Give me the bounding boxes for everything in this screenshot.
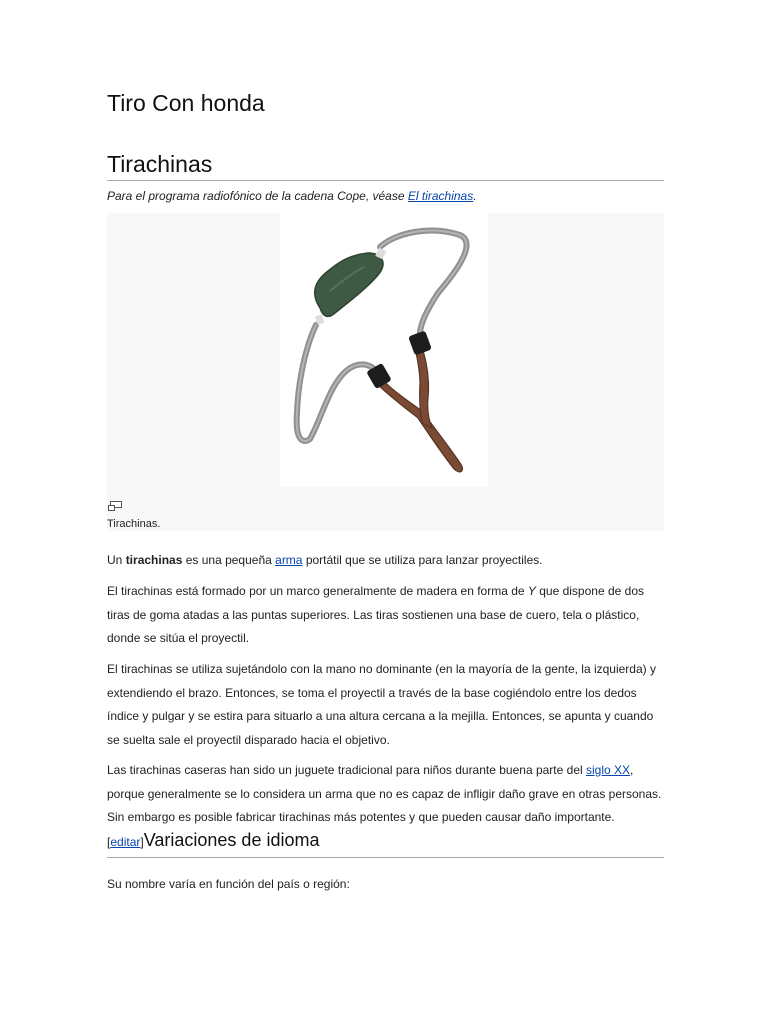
- bold-term: tirachinas: [125, 553, 183, 567]
- magnify-icon[interactable]: [107, 499, 123, 511]
- hatnote: [107, 189, 477, 203]
- figure-caption: Tirachinas.: [107, 518, 161, 530]
- document-title: Tiro Con honda: [107, 90, 265, 116]
- edit-bracket-open: [: [107, 835, 111, 849]
- thumbnail-figure: [107, 213, 664, 531]
- paragraph-structure: [107, 580, 664, 651]
- article-title: Tirachinas: [107, 150, 664, 181]
- slingshot-illustration: [280, 213, 488, 487]
- edit-bracket-close: ]: [140, 835, 144, 849]
- link-arma[interactable]: arma: [275, 553, 303, 567]
- paragraph-intro: [107, 549, 664, 573]
- slingshot-photo[interactable]: [280, 213, 488, 487]
- text: Las tirachinas caseras han sido un juguete tradicional para niños durante buena parte del: [107, 763, 586, 777]
- text: Un: [107, 553, 126, 567]
- link-siglo-xx[interactable]: siglo XX: [586, 763, 631, 777]
- text: El tirachinas está formado por un marco generalmente de madera en forma de: [107, 584, 528, 598]
- hatnote-prefix: Para el programa radiofónico de la cadena Cope, véase: [107, 189, 408, 203]
- edit-link[interactable]: editar: [110, 835, 141, 849]
- text: que dispone de dos tiras de goma atadas a las puntas superiores. Las tiras sostienen una base de cuero, tela o plástico, donde se sitúa el proyectil.: [107, 584, 644, 645]
- text: portátil que se utiliza para lanzar proyectiles.: [302, 553, 543, 567]
- paragraph-names: Su nombre varía en función del país o región:: [107, 877, 350, 891]
- paragraph-history: [107, 759, 664, 830]
- paragraph-usage: El tirachinas se utiliza sujetándolo con la mano no dominante (en la mayoría de la gente, la izquierda) y extendiendo el brazo. Entonces, se toma el proyectil a través de la base cogiéndolo entre los dedos índice y pulgar y se estira para situarlo a una altura cercana a la mejilla. Entonces, se apunta y cuando se suelta sale el proyectil disparado hacia el objetivo.: [107, 662, 656, 747]
- italic-y: Y: [527, 584, 536, 598]
- hatnote-link[interactable]: El tirachinas: [407, 189, 474, 203]
- hatnote-suffix: .: [473, 189, 477, 203]
- text: es una pequeña: [182, 553, 276, 567]
- section-heading: [107, 830, 664, 858]
- text: , porque generalmente se lo considera un arma que no es capaz de infligir daño grave en otras personas. Sin embargo es posible fabricar tirachinas más potentes y que pueden causar daño importante.: [107, 763, 662, 824]
- section-title: Variaciones de idioma: [143, 830, 320, 850]
